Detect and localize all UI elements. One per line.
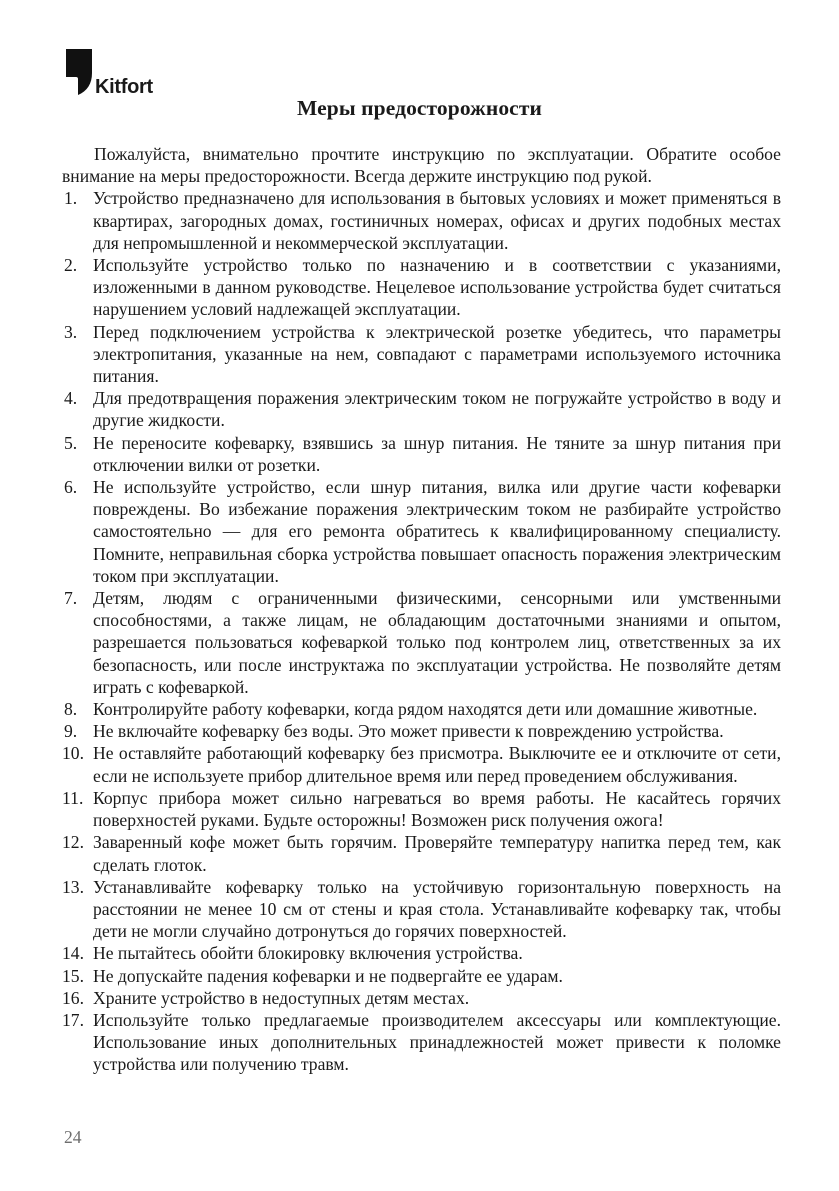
list-item-number: 1. (64, 188, 78, 209)
list-item-number: 17. (62, 1009, 84, 1030)
document-body (62, 143, 781, 1076)
list-item-number: 14. (62, 943, 84, 964)
list-item-number: 5. (64, 432, 78, 453)
list-item (62, 587, 781, 698)
list-item-text: Корпус прибора может сильно нагреваться во время работы. Не касайтесь горячих поверхностей руками. Будьте осторожны! Возможен риск получения ожога! (93, 787, 781, 831)
list-item-text: Устройство предназначено для использования в бытовых условиях и может применяться в квартирах, загородных домах, гостиничных номерах, офисах и других подобных местах для непромышленной и некоммерческой эксплуатации. (93, 188, 781, 253)
list-item (62, 476, 781, 587)
list-item-number: 10. (62, 743, 84, 764)
list-item-text: Не включайте кофеварку без воды. Это может привести к повреждению устройства. (93, 721, 724, 742)
list-item (62, 876, 781, 943)
list-item (62, 720, 781, 742)
list-item-text: Устанавливайте кофеварку только на устойчивую горизонтальную поверхность на расстоянии не менее 10 см от стены и края стола. Устанавливайте кофеварку так, чтобы дети не могли случайно дотронуться до горячих поверхностей. (93, 876, 781, 942)
list-item (62, 831, 781, 875)
safety-list (62, 187, 781, 1075)
list-item-text: Контролируйте работу кофеварки, когда рядом находятся дети или домашние животные. (93, 699, 758, 720)
kitfort-logo-icon (66, 49, 92, 95)
list-item-number: 2. (64, 255, 78, 276)
list-item-text: Не оставляйте работающий кофеварку без присмотра. Выключите ее и отключите от сети, если не используете прибор длительное время или перед проведением обслуживания. (93, 743, 781, 786)
list-item (62, 254, 781, 321)
brand-name: Kitfort (95, 76, 153, 98)
list-item (62, 321, 781, 388)
list-item (62, 987, 781, 1009)
list-item (62, 942, 781, 964)
list-item (62, 742, 781, 786)
list-item (62, 698, 781, 720)
list-item-text: Не пытайтесь обойти блокировку включения устройства. (93, 943, 523, 964)
list-item-text: Храните устройство в недоступных детям местах. (93, 987, 470, 1008)
list-item-text: Используйте только предлагаемые производителем аксессуары или комплектующие. Использование иных дополнительных принадлежностей может привести к поломке устройства или получению травм. (93, 1009, 781, 1075)
list-item-text: Не используйте устройство, если шнур питания, вилка или другие части кофеварки повреждены. Во избежание поражения электрическим током не разбирайте устройство самостоятельно — для его ремонта обратитесь к квалифицированному специалисту. Помните, неправильная сборка устройства повышает опасность поражения электрическим током при эксплуатации. (93, 477, 781, 586)
list-item (62, 187, 781, 254)
list-item-text: Для предотвращения поражения электрическим током не погружайте устройство в воду и другие жидкости. (93, 388, 781, 431)
list-item (62, 965, 781, 987)
list-item-number: 9. (64, 721, 78, 742)
list-item-text: Используйте устройство только по назначению и в соответствии с указаниями, изложенными в данном руководстве. Нецелевое использование устройства будет считаться нарушением условий надлежащей эксплуатации. (93, 255, 781, 320)
list-item (62, 432, 781, 476)
list-item (62, 387, 781, 431)
list-item-text: Заваренный кофе может быть горячим. Проверяйте температуру напитка перед тем, как сделать глоток. (93, 832, 781, 875)
intro-paragraph: Пожалуйста, внимательно прочтите инструкцию по эксплуатации. Обратите особое внимание на меры предосторожности. Всегда держите инструкцию под рукой. (62, 144, 781, 187)
list-item-number: 15. (62, 965, 84, 986)
list-item-number: 13. (62, 876, 84, 897)
list-item-text: Детям, людям с ограниченными физическими, сенсорными или умственными способностями, а также лицам, не обладающим достаточными знаниями и опытом, разрешается пользоваться кофеваркой только под контролем лиц, ответственных за их безопасность, или после инструктажа по эксплуатации устройства. Не позволяйте детям играть с кофеваркой. (93, 588, 781, 697)
list-item (62, 787, 781, 831)
list-item-number: 3. (64, 321, 78, 342)
list-item-number: 12. (62, 832, 84, 853)
list-item-number: 7. (64, 588, 78, 609)
list-item-text: Перед подключением устройства к электрической розетке убедитесь, что параметры электропитания, указанные на нем, совпадают с параметрами используемого источника питания. (93, 321, 781, 387)
list-item-number: 16. (62, 987, 84, 1008)
list-item-number: 8. (64, 699, 78, 720)
page-title: Меры предосторожности (297, 96, 542, 120)
list-item-text: Не допускайте падения кофеварки и не подвергайте ее ударам. (93, 965, 563, 986)
list-item-number: 11. (62, 787, 84, 808)
list-item-number: 4. (64, 388, 78, 409)
list-item-text: Не переносите кофеварку, взявшись за шнур питания. Не тяните за шнур питания при отключении вилки от розетки. (93, 432, 781, 475)
list-item (62, 1009, 781, 1076)
list-item-number: 6. (64, 477, 78, 498)
page-number: 24 (64, 1127, 82, 1147)
